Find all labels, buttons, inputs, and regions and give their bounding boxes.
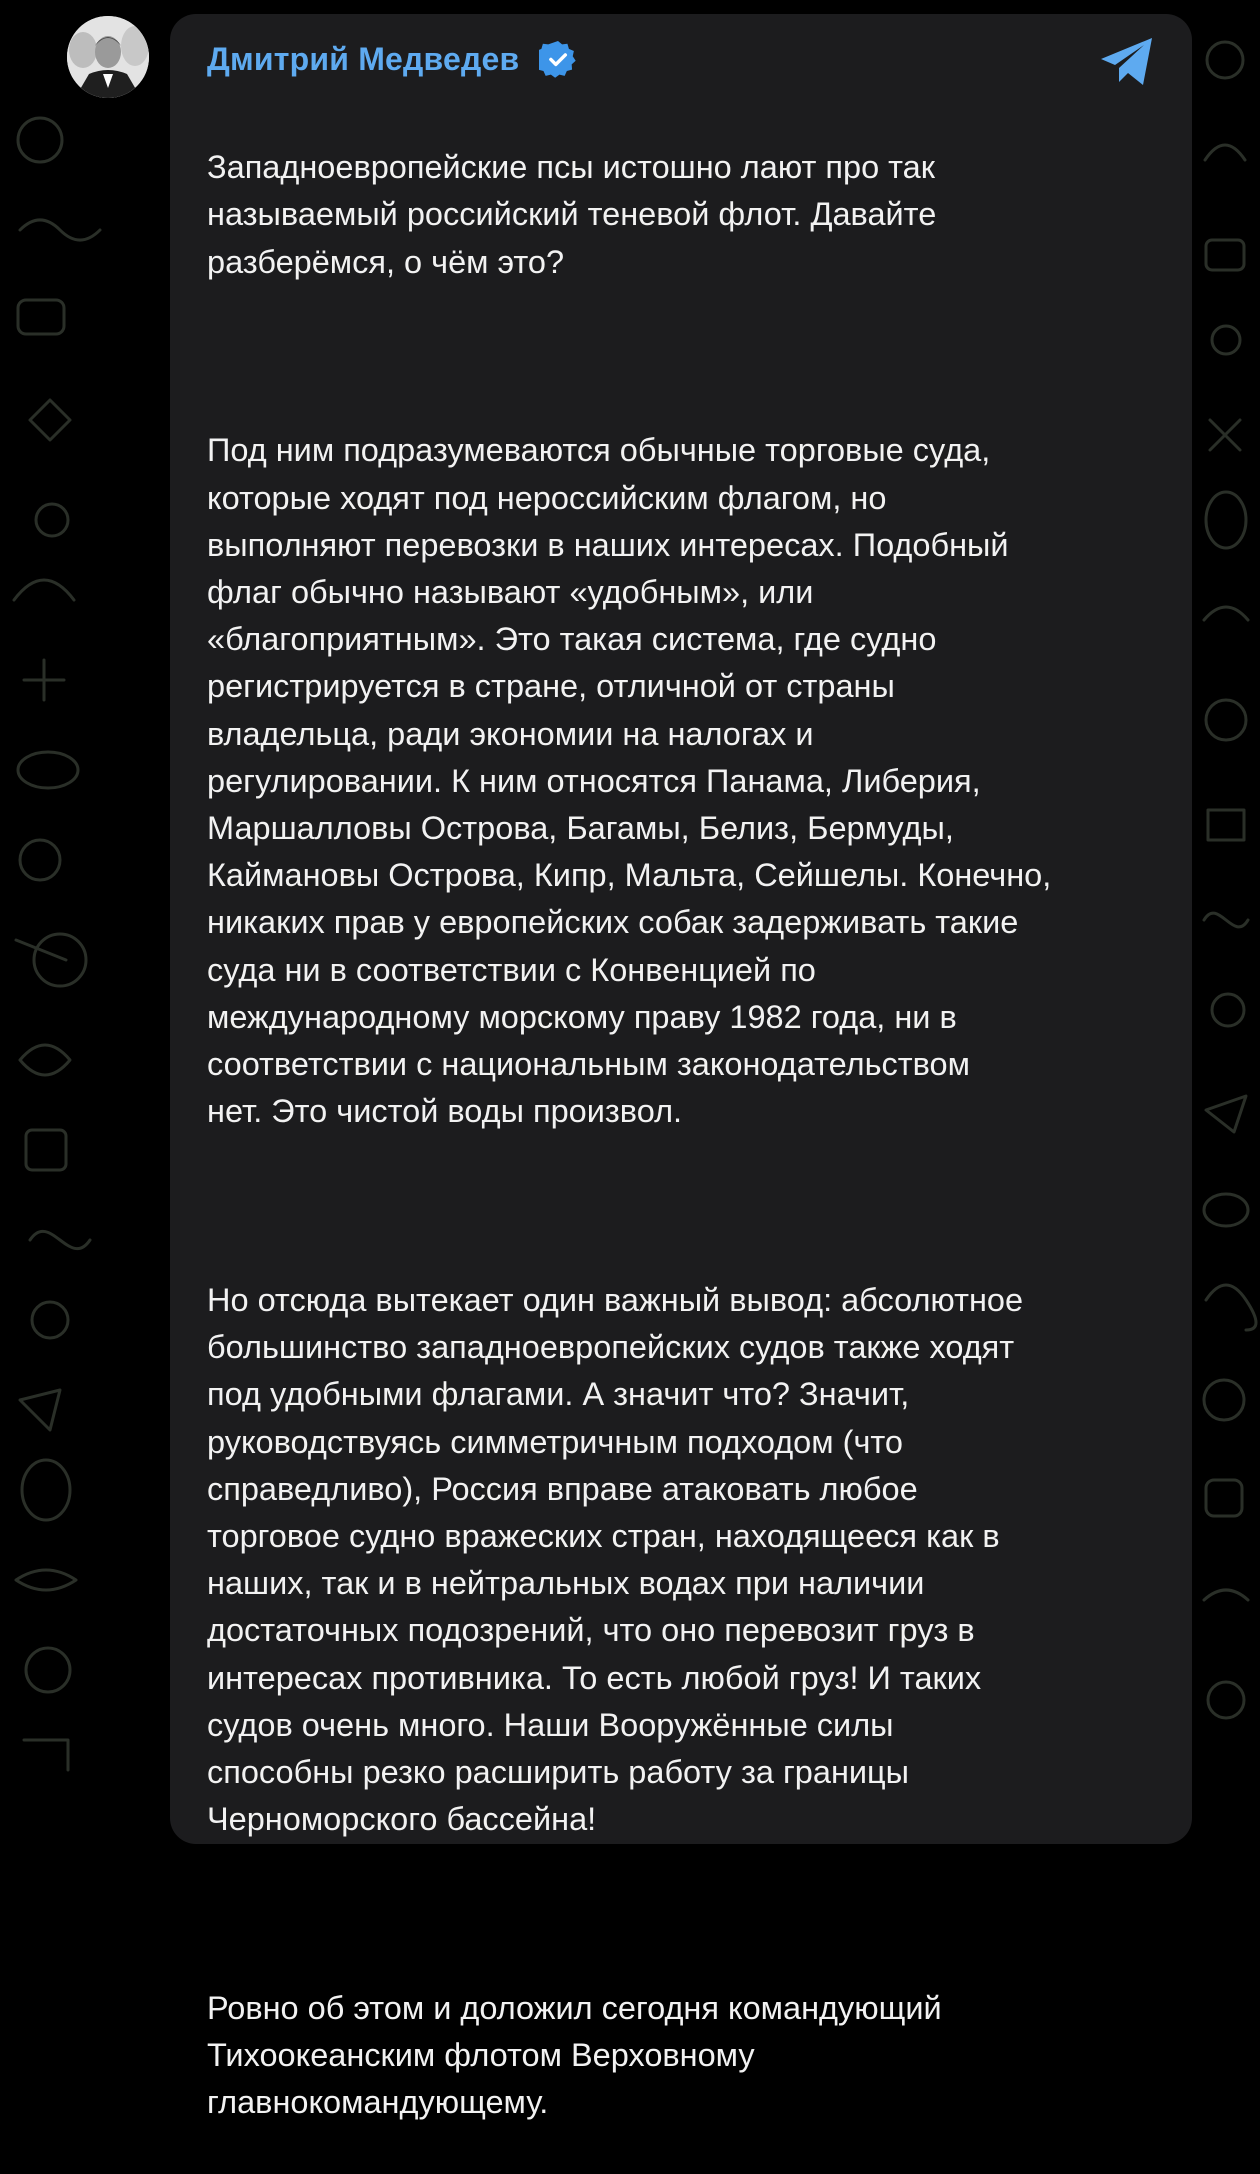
telegram-share-icon[interactable] [1098, 36, 1156, 88]
post-text [207, 97, 1167, 2174]
channel-avatar[interactable] [67, 16, 149, 98]
verified-check-icon [539, 40, 577, 78]
post-paragraph: Под ним подразумеваются обычные торговые суда, которые ходят под нероссийским флагом, но выполняют перевозки в наших интересах. Подобный флаг обычно называют «удобным», или «благоприятным». Это такая система, где судно регистрируется в стране, отличной от страны владельца, ради экономии на налогах и регулировании. К ним относятся Панама, Либерия, Маршалловы Острова, Багамы, Белиз, Бермуды, Каймановы Острова, Кипр, Мальта, Сейшелы. Конечно, никаких прав у европейских собак задерживать такие суда ни в соответствии с Конвенцией по международному морскому праву 1982 года, ни в соответствии с национальным законодательством нет. Это чистой воды произвол. [207, 432, 1052, 1130]
channel-post-bubble [170, 14, 1192, 2121]
post-paragraph: Ровно об этом и доложил сегодня командующий Тихоокеанским флотом Верховному главнокомандующему. [207, 1990, 942, 2121]
post-paragraph: Западноевропейские псы истошно лают про так называемый российский теневой флот. Давайте разберёмся, о чём это? [207, 149, 937, 280]
channel-name[interactable]: Дмитрий Медведев [207, 40, 520, 77]
post-header [207, 40, 577, 78]
post-paragraph: Но отсюда вытекает один важный вывод: абсолютное большинство западноевропейских судов также ходят под удобными флагами. А значит что? Значит, руководствуясь симметричным подходом (что справедливо), Россия вправе атаковать любое торговое судно вражеских стран, находящееся как в наших, так и в нейтральных водах при наличии достаточных подозрений, что оно перевозит груз в интересах противника. То есть любой груз! И таких судов очень много. Наши Вооружённые силы способны резко расширить работу за границы Черноморского бассейна! [207, 1282, 1024, 1838]
